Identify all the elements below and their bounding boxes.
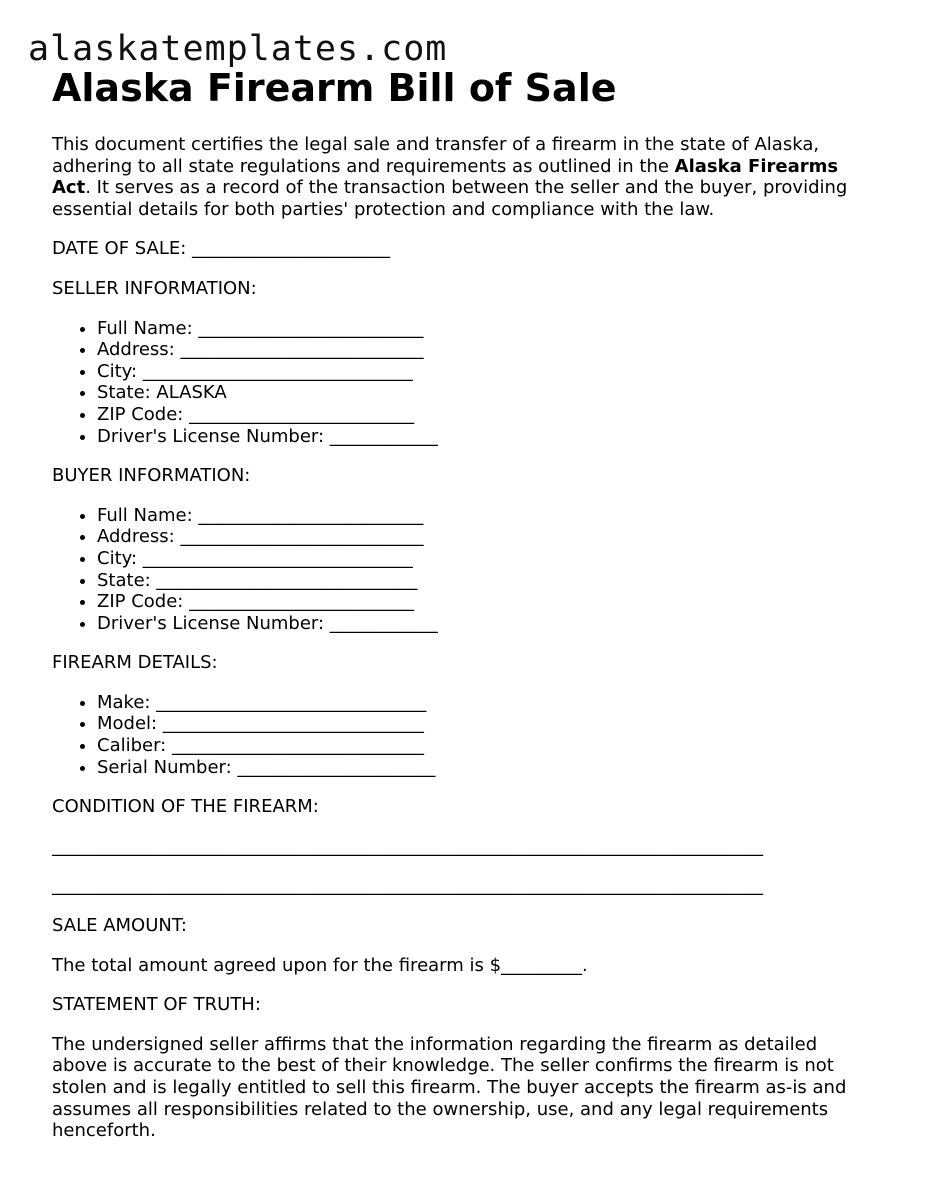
firearm-model: • Model: _____________________________ (97, 713, 872, 735)
buyer-heading: BUYER INFORMATION: (52, 465, 251, 487)
intro-paragraph (52, 134, 872, 220)
firearm-make: • Make: ______________________________ (97, 692, 872, 714)
page-title: Alaska Firearm Bill of Sale (52, 66, 617, 110)
seller-list (52, 318, 872, 448)
firearm-caliber: • Caliber: ____________________________ (97, 735, 872, 757)
condition-line-2: _______________________________________________________________________________ (52, 875, 763, 897)
firearm-list (52, 692, 872, 778)
seller-full-name: • Full Name: _________________________ (97, 318, 872, 340)
condition-line-1: _______________________________________________________________________________ (52, 835, 763, 857)
seller-state: • State: ALASKA (97, 382, 872, 404)
condition-heading: CONDITION OF THE FIREARM: (52, 796, 319, 818)
seller-heading: SELLER INFORMATION: (52, 277, 257, 299)
sale-amount-heading: SALE AMOUNT: (52, 915, 187, 937)
seller-zip: • ZIP Code: _________________________ (97, 404, 872, 426)
buyer-license: • Driver's License Number: ____________ (97, 613, 872, 635)
buyer-city: • City: ______________________________ (97, 548, 872, 570)
statement-text: The undersigned seller affirms that the information regarding the firearm as detailed above is accurate to the best of their knowledge. The seller confirms the firearm is not stolen and is legally entitled to sell this firearm. The buyer accepts the firearm as-is and assumes all responsibilities related to the ownership, use, and any legal requirements henceforth. (52, 1033, 847, 1142)
buyer-state: • State: _____________________________ (97, 570, 872, 592)
buyer-full-name: • Full Name: _________________________ (97, 505, 872, 527)
buyer-zip: • ZIP Code: _________________________ (97, 591, 872, 613)
date-of-sale-field: DATE OF SALE: ______________________ (52, 238, 391, 260)
document-body (52, 64, 872, 1142)
intro-act-name: Alaska Firearms Act (52, 155, 839, 199)
buyer-address: • Address: ___________________________ (97, 526, 872, 548)
intro-text-2: . It serves as a record of the transaction between the seller and the buyer, providing essential details for both parties' protection and compliance with the law. (52, 177, 848, 220)
sale-amount-text: The total amount agreed upon for the firearm is $_________. (52, 954, 588, 976)
seller-city: • City: ______________________________ (97, 361, 872, 383)
intro-text-1: This document certifies the legal sale and transfer of a firearm in the state of Alaska, adhering to all state regulations and requirements as outlined in the (52, 134, 820, 177)
watermark-text: alaskatemplates.com (28, 29, 448, 69)
seller-address: • Address: ___________________________ (97, 339, 872, 361)
buyer-list (52, 505, 872, 635)
firearm-heading: FIREARM DETAILS: (52, 652, 218, 674)
statement-heading: STATEMENT OF TRUTH: (52, 994, 261, 1016)
seller-license: • Driver's License Number: ____________ (97, 426, 872, 448)
firearm-serial: • Serial Number: ______________________ (97, 757, 872, 779)
